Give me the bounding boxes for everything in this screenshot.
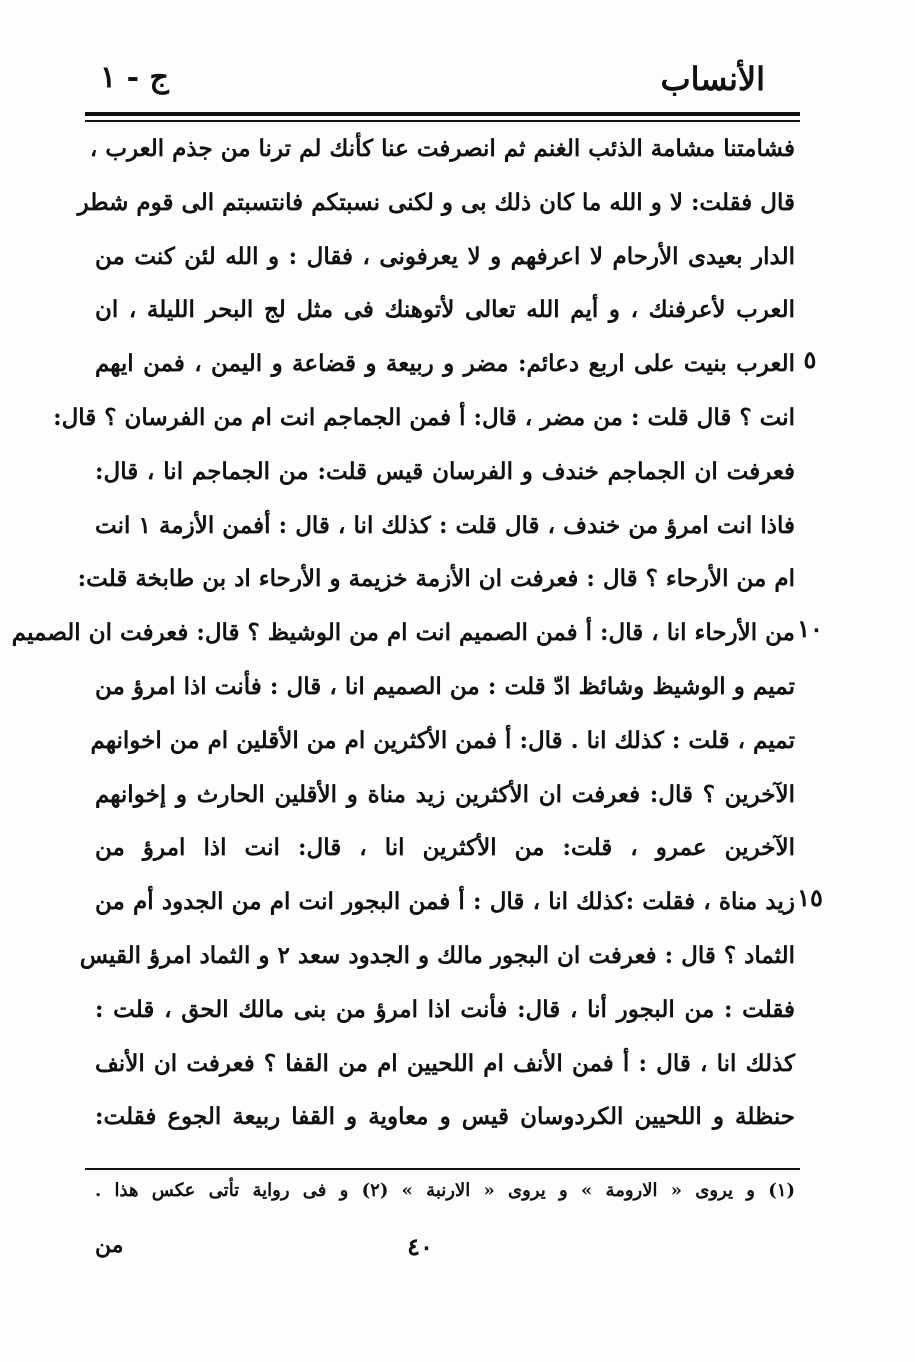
text-line: ام من الأرحاء ؟ قال : فعرفت ان الأزمة خزيمة و الأرحاء اد بن طابخة قلت:	[77, 565, 795, 593]
text-line: الآخرين عمرو ، قلت: من الأكثرين انا ، قال: انت اذا امرؤ من	[95, 834, 795, 862]
header-rule-thick	[85, 112, 800, 116]
line-number-5: ٥	[803, 345, 817, 374]
running-title: الأنساب	[660, 60, 765, 98]
text-line: من الأرحاء انا ، قال: أ فمن الصميم انت ام من الوشيظ ؟ قال: فعرفت ان الصميم	[11, 619, 795, 647]
footnote: (١) و يروى « الارومة » و يروى « الارنبة » (٢) و فى رواية تأتى عكس هذا .	[95, 1180, 795, 1201]
text-line: تميم و الوشيظ وشائظ ادّ قلت : من الصميم انا ، قال : فأنت اذا امرؤ من	[95, 672, 795, 700]
line-number-15: ١٥	[797, 883, 823, 912]
text-line: قال فقلت: لا و الله ما كان ذلك بى و لكنى نسبتكم فانتسبتم الى قوم شطر	[77, 188, 795, 216]
main-text	[11, 122, 795, 1144]
text-line: فقلت : من البجور أنا ، قال: فأنت اذا امرؤ من بنى مالك الحق ، قلت :	[95, 995, 795, 1023]
text-line: زيد مناة ، فقلت :كذلك انا ، قال : أ فمن البجور انت ام من الجدود أم من	[95, 888, 795, 916]
text-line: فاذا انت امرؤ من خندف ، قال قلت : كذلك انا ، قال : أفمن الأزمة ١ انت	[95, 511, 795, 539]
text-line: تميم ، قلت : كذلك انا . قال: أ فمن الأكثرين ام من الأقلين ام من اخوانهم	[90, 726, 795, 754]
text-line: الدار بعيدى الأرحام لا اعرفهم و لا يعرفونى ، فقال : و الله لئن كنت من	[95, 242, 795, 270]
text-line: فعرفت ان الجماجم خندف و الفرسان قيس قلت: من الجماجم انا ، قال:	[95, 457, 795, 485]
catchword: من	[95, 1232, 124, 1258]
page-number: ٤٠	[407, 1232, 433, 1261]
text-line: الثماد ؟ قال : فعرفت ان البجور مالك و الجدود سعد ٢ و الثماد امرؤ القيس	[79, 941, 795, 969]
line-number-10: ١٠	[797, 614, 823, 643]
text-line: حنظلة و اللحيين الكردوسان قيس و معاوية و القفا ربيعة الجوع فقلت:	[95, 1103, 795, 1131]
text-line: العرب لأعرفنك ، و أيم الله تعالى لأتوهنك فى مثل لج البحر الليلة ، ان	[95, 296, 795, 324]
text-line: الآخرين ؟ قال: فعرفت ان الأكثرين زيد مناة و الأقلين الحارث و إخوانهم	[95, 780, 795, 808]
text-line: فشامتنا مشامة الذئب الغنم ثم انصرفت عنا كأنك لم ترنا من جذم العرب ،	[89, 135, 795, 162]
volume-label: ج - ١	[100, 60, 169, 95]
text-line: العرب بنيت على اربع دعائم: مضر و ربيعة و قضاعة و اليمن ، فمن ايهم	[95, 350, 795, 378]
text-line: كذلك انا ، قال : أ فمن الأنف ام اللحيين ام من القفا ؟ فعرفت ان الأنف	[95, 1049, 795, 1077]
text-line: انت ؟ قال قلت : من مضر ، قال: أ فمن الجماجم انت ام من الفرسان ؟ قال:	[53, 403, 795, 431]
footnote-rule	[85, 1168, 800, 1170]
